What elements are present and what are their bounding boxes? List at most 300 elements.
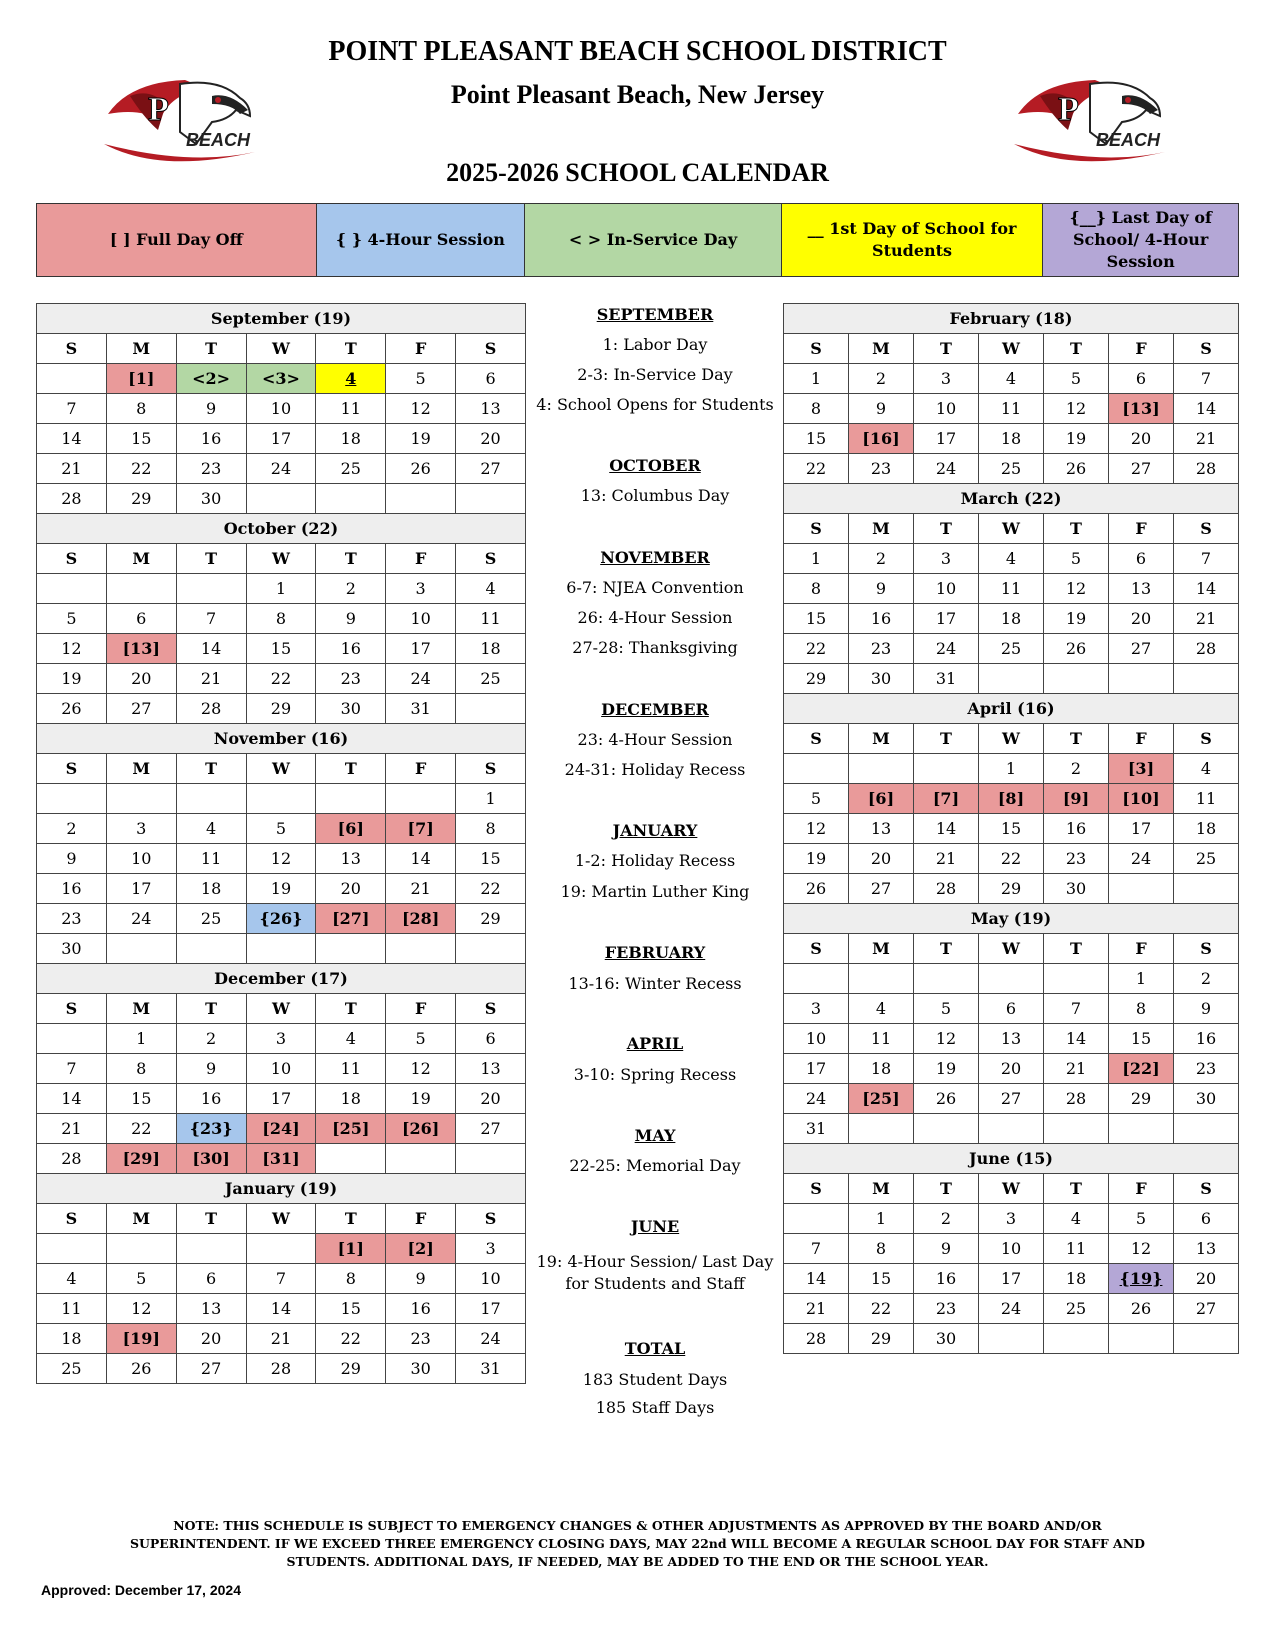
day-cell: 7 <box>37 1054 107 1084</box>
day-cell: 1 <box>106 1024 176 1054</box>
day-cell: 20 <box>1174 1264 1239 1294</box>
weekday-label: T <box>176 1204 246 1234</box>
day-cell: 4 <box>979 364 1044 394</box>
day-cell: 23 <box>316 664 386 694</box>
day-cell: {23} <box>176 1114 246 1144</box>
week-row <box>784 1204 1239 1234</box>
day-cell: 28 <box>784 1324 849 1354</box>
weekday-label: W <box>979 514 1044 544</box>
day-cell: 17 <box>456 1294 526 1324</box>
weekday-label: T <box>914 724 979 754</box>
weekday-label: T <box>914 934 979 964</box>
day-cell <box>979 1114 1044 1144</box>
day-cell: [22] <box>1109 1054 1174 1084</box>
weekday-label: T <box>176 544 246 574</box>
weekday-label: T <box>316 1204 386 1234</box>
day-cell: 17 <box>246 1084 316 1114</box>
weekday-label: S <box>37 754 107 784</box>
day-cell: 15 <box>784 424 849 454</box>
week-row <box>37 424 526 454</box>
day-cell <box>176 934 246 964</box>
day-cell: 26 <box>386 454 456 484</box>
day-cell: 12 <box>914 1024 979 1054</box>
day-cell: 5 <box>106 1264 176 1294</box>
day-cell: 16 <box>914 1264 979 1294</box>
day-cell: 24 <box>386 664 456 694</box>
month-title: September (19) <box>37 304 526 334</box>
day-cell: [24] <box>246 1114 316 1144</box>
day-cell: 21 <box>1174 604 1239 634</box>
day-cell: 8 <box>1109 994 1174 1024</box>
day-cell: 22 <box>979 844 1044 874</box>
day-cell: 12 <box>1044 394 1109 424</box>
day-cell <box>1109 664 1174 694</box>
day-cell: 3 <box>784 994 849 1024</box>
day-cell: 4 <box>1174 754 1239 784</box>
legend-in-service: < > In-Service Day <box>525 204 782 276</box>
day-cell: 2 <box>1174 964 1239 994</box>
event-item: 183 Student Days <box>582 1370 728 1389</box>
day-cell: 19 <box>914 1054 979 1084</box>
day-cell: 7 <box>784 1234 849 1264</box>
event-month-heading: JUNE <box>630 1217 680 1236</box>
day-cell: 24 <box>106 904 176 934</box>
day-cell <box>176 1234 246 1264</box>
day-cell <box>176 784 246 814</box>
week-row <box>784 754 1239 784</box>
day-cell: 11 <box>849 1024 914 1054</box>
day-cell: 10 <box>246 394 316 424</box>
weekday-label: F <box>386 754 456 784</box>
event-item: 1-2: Holiday Recess <box>574 851 736 870</box>
weekday-label: T <box>1044 724 1109 754</box>
week-row <box>37 664 526 694</box>
day-cell: 14 <box>246 1294 316 1324</box>
event-item: for Students and Staff <box>565 1274 745 1293</box>
legend-last-day: {__} Last Day of School/ 4-Hour Session <box>1043 204 1238 276</box>
day-cell: 29 <box>979 874 1044 904</box>
week-row <box>37 604 526 634</box>
weekday-label: F <box>386 544 456 574</box>
weekday-label: S <box>37 994 107 1024</box>
day-cell: 20 <box>456 1084 526 1114</box>
day-cell: 12 <box>37 634 107 664</box>
day-cell: 13 <box>1174 1234 1239 1264</box>
event-month-heading: TOTAL <box>624 1339 686 1358</box>
day-cell: 8 <box>316 1264 386 1294</box>
week-row <box>37 844 526 874</box>
day-cell: [9] <box>1044 784 1109 814</box>
day-cell: {19} <box>1109 1264 1174 1294</box>
day-cell: 5 <box>1109 1204 1174 1234</box>
day-cell <box>979 1324 1044 1354</box>
day-cell: 23 <box>849 634 914 664</box>
day-cell: 23 <box>176 454 246 484</box>
week-row <box>784 1234 1239 1264</box>
day-cell: 17 <box>979 1264 1044 1294</box>
day-cell: 30 <box>914 1324 979 1354</box>
weekday-label: T <box>316 334 386 364</box>
day-cell: [6] <box>316 814 386 844</box>
event-month-heading: DECEMBER <box>601 700 709 719</box>
svg-text:BEACH: BEACH <box>1096 130 1161 150</box>
week-row <box>37 1024 526 1054</box>
day-cell: 13 <box>979 1024 1044 1054</box>
day-cell: 9 <box>176 394 246 424</box>
day-cell: 22 <box>106 454 176 484</box>
day-cell: 18 <box>316 424 386 454</box>
week-row <box>784 1294 1239 1324</box>
day-cell: 29 <box>1109 1084 1174 1114</box>
day-cell: 29 <box>106 484 176 514</box>
day-cell: 7 <box>246 1264 316 1294</box>
day-cell: 15 <box>106 1084 176 1114</box>
day-cell: 9 <box>849 574 914 604</box>
day-cell: 10 <box>386 604 456 634</box>
day-cell: 18 <box>176 874 246 904</box>
legend <box>36 203 1239 277</box>
day-cell: 26 <box>1044 634 1109 664</box>
weekday-label: T <box>316 994 386 1024</box>
weekday-label: S <box>37 334 107 364</box>
month-title: May (19) <box>784 904 1239 934</box>
day-cell: 3 <box>246 1024 316 1054</box>
day-cell <box>386 934 456 964</box>
day-cell: 30 <box>37 934 107 964</box>
day-cell: 1 <box>456 784 526 814</box>
day-cell: 2 <box>316 574 386 604</box>
weekday-label: S <box>456 544 526 574</box>
day-cell: 8 <box>784 574 849 604</box>
weekday-label: S <box>784 514 849 544</box>
day-cell: 18 <box>456 634 526 664</box>
day-cell <box>37 1234 107 1264</box>
weekday-label: M <box>106 754 176 784</box>
event-month-heading: FEBRUARY <box>604 943 706 962</box>
day-cell: 9 <box>1174 994 1239 1024</box>
weekday-header-row <box>784 1174 1239 1204</box>
hawk-logo-right <box>1010 74 1185 166</box>
weekday-label: W <box>979 724 1044 754</box>
week-row <box>37 814 526 844</box>
day-cell: [13] <box>106 634 176 664</box>
week-row <box>784 664 1239 694</box>
weekday-label: F <box>1109 724 1174 754</box>
day-cell: 30 <box>386 1354 456 1384</box>
day-cell <box>386 1144 456 1174</box>
day-cell: 27 <box>849 874 914 904</box>
day-cell: 19 <box>246 874 316 904</box>
event-item: 19: Martin Luther King <box>560 882 750 901</box>
day-cell: 2 <box>914 1204 979 1234</box>
weekday-label: S <box>1174 1174 1239 1204</box>
day-cell <box>176 574 246 604</box>
week-row <box>784 994 1239 1024</box>
week-row <box>37 634 526 664</box>
day-cell: 19 <box>37 664 107 694</box>
day-cell: 26 <box>1044 454 1109 484</box>
day-cell: 27 <box>106 694 176 724</box>
day-cell: 29 <box>246 694 316 724</box>
day-cell: 13 <box>456 394 526 424</box>
day-cell: 7 <box>1174 364 1239 394</box>
day-cell: 5 <box>386 1024 456 1054</box>
day-cell: 8 <box>456 814 526 844</box>
weekday-label: F <box>386 334 456 364</box>
day-cell: 3 <box>914 544 979 574</box>
event-item: 13-16: Winter Recess <box>568 974 742 993</box>
month-title: February (18) <box>784 304 1239 334</box>
day-cell: 20 <box>1109 604 1174 634</box>
day-cell: 2 <box>176 1024 246 1054</box>
day-cell: <2> <box>176 364 246 394</box>
day-cell: 22 <box>246 664 316 694</box>
day-cell: 5 <box>1044 544 1109 574</box>
day-cell: [7] <box>386 814 456 844</box>
week-row <box>37 1324 526 1354</box>
weekday-label: T <box>1044 1174 1109 1204</box>
day-cell: 24 <box>246 454 316 484</box>
week-row <box>784 1054 1239 1084</box>
day-cell: 12 <box>784 814 849 844</box>
day-cell: [30] <box>176 1144 246 1174</box>
week-row <box>37 874 526 904</box>
week-row <box>37 1054 526 1084</box>
day-cell: 7 <box>1174 544 1239 574</box>
weekday-label: S <box>784 334 849 364</box>
day-cell: 27 <box>1174 1294 1239 1324</box>
month-title: June (15) <box>784 1144 1239 1174</box>
day-cell <box>1174 1324 1239 1354</box>
day-cell: 22 <box>784 634 849 664</box>
day-cell <box>1044 964 1109 994</box>
week-row <box>784 544 1239 574</box>
calendar-title: 2025-2026 SCHOOL CALENDAR <box>446 158 829 187</box>
day-cell: 27 <box>1109 634 1174 664</box>
day-cell <box>106 784 176 814</box>
day-cell: 14 <box>1044 1024 1109 1054</box>
week-row <box>37 1144 526 1174</box>
day-cell: 19 <box>386 1084 456 1114</box>
day-cell: 9 <box>176 1054 246 1084</box>
day-cell: 18 <box>979 424 1044 454</box>
day-cell: 13 <box>1109 574 1174 604</box>
day-cell: 16 <box>849 604 914 634</box>
day-cell: 8 <box>106 394 176 424</box>
week-row <box>784 604 1239 634</box>
day-cell <box>316 484 386 514</box>
week-row <box>37 784 526 814</box>
weekday-label: S <box>1174 934 1239 964</box>
day-cell: 25 <box>37 1354 107 1384</box>
day-cell: [3] <box>1109 754 1174 784</box>
week-row <box>784 364 1239 394</box>
day-cell: 11 <box>316 1054 386 1084</box>
weekday-label: S <box>784 1174 849 1204</box>
event-item: 4: School Opens for Students <box>536 395 774 414</box>
weekday-label: F <box>386 1204 456 1234</box>
day-cell: <3> <box>246 364 316 394</box>
day-cell: 30 <box>1044 874 1109 904</box>
weekday-label: M <box>849 334 914 364</box>
week-row <box>784 634 1239 664</box>
day-cell: 12 <box>1109 1234 1174 1264</box>
week-row <box>784 964 1239 994</box>
day-cell: 31 <box>456 1354 526 1384</box>
day-cell: 27 <box>176 1354 246 1384</box>
event-item: 185 Staff Days <box>595 1398 715 1417</box>
day-cell <box>1109 1324 1174 1354</box>
weekday-label: S <box>37 544 107 574</box>
day-cell: 1 <box>246 574 316 604</box>
weekday-label: W <box>979 334 1044 364</box>
day-cell: 9 <box>849 394 914 424</box>
day-cell: 6 <box>1109 544 1174 574</box>
event-item: 24-31: Holiday Recess <box>564 760 746 779</box>
day-cell: 20 <box>1109 424 1174 454</box>
day-cell: 30 <box>849 664 914 694</box>
day-cell: 13 <box>456 1054 526 1084</box>
day-cell: [13] <box>1109 394 1174 424</box>
event-month-heading: JANUARY <box>612 821 698 840</box>
day-cell: 13 <box>849 814 914 844</box>
day-cell: 19 <box>784 844 849 874</box>
legend-full-day-off: [ ] Full Day Off <box>37 204 317 276</box>
weekday-label: S <box>456 994 526 1024</box>
day-cell: [31] <box>246 1144 316 1174</box>
day-cell: 1 <box>1109 964 1174 994</box>
day-cell: 25 <box>1174 844 1239 874</box>
day-cell: 10 <box>784 1024 849 1054</box>
day-cell: 15 <box>979 814 1044 844</box>
week-row <box>784 574 1239 604</box>
week-row <box>37 934 526 964</box>
day-cell: 6 <box>979 994 1044 1024</box>
day-cell: 22 <box>849 1294 914 1324</box>
weekday-label: S <box>784 934 849 964</box>
day-cell <box>1044 1114 1109 1144</box>
event-item: 13: Columbus Day <box>580 486 730 505</box>
day-cell: 28 <box>1044 1084 1109 1114</box>
day-cell: 14 <box>37 1084 107 1114</box>
day-cell: 23 <box>1174 1054 1239 1084</box>
weekday-label: T <box>316 754 386 784</box>
event-month-heading: OCTOBER <box>609 456 701 475</box>
weekday-label: M <box>106 544 176 574</box>
day-cell: 16 <box>386 1294 456 1324</box>
weekday-label: W <box>979 934 1044 964</box>
week-row <box>784 394 1239 424</box>
weekday-header-row <box>37 1204 526 1234</box>
day-cell: 15 <box>1109 1024 1174 1054</box>
weekday-label: T <box>1044 514 1109 544</box>
day-cell <box>914 1114 979 1144</box>
weekday-label: T <box>176 994 246 1024</box>
weekday-label: M <box>849 934 914 964</box>
day-cell: 15 <box>246 634 316 664</box>
day-cell <box>386 784 456 814</box>
day-cell <box>456 1144 526 1174</box>
day-cell: 6 <box>176 1264 246 1294</box>
day-cell <box>316 1144 386 1174</box>
day-cell: 28 <box>1174 634 1239 664</box>
day-cell: 18 <box>1174 814 1239 844</box>
day-cell: 25 <box>176 904 246 934</box>
day-cell: 29 <box>849 1324 914 1354</box>
day-cell: 17 <box>246 424 316 454</box>
weekday-label: S <box>37 1204 107 1234</box>
day-cell: 6 <box>1109 364 1174 394</box>
day-cell: 9 <box>386 1264 456 1294</box>
day-cell: 26 <box>106 1354 176 1384</box>
day-cell: 5 <box>914 994 979 1024</box>
day-cell: 14 <box>386 844 456 874</box>
day-cell: 21 <box>784 1294 849 1324</box>
weekday-label: T <box>1044 334 1109 364</box>
day-cell <box>1174 664 1239 694</box>
day-cell: 18 <box>849 1054 914 1084</box>
day-cell: 4 <box>979 544 1044 574</box>
weekday-label: M <box>849 724 914 754</box>
day-cell <box>106 1234 176 1264</box>
week-row <box>37 1294 526 1324</box>
day-cell: 25 <box>979 634 1044 664</box>
day-cell: 13 <box>316 844 386 874</box>
event-item: 6-7: NJEA Convention <box>566 578 744 597</box>
day-cell: 16 <box>176 424 246 454</box>
day-cell: 16 <box>1174 1024 1239 1054</box>
day-cell <box>849 754 914 784</box>
day-cell: 10 <box>456 1264 526 1294</box>
day-cell: 26 <box>1109 1294 1174 1324</box>
day-cell <box>246 784 316 814</box>
weekday-label: W <box>246 544 316 574</box>
day-cell: 11 <box>456 604 526 634</box>
day-cell <box>979 664 1044 694</box>
day-cell: 6 <box>1174 1204 1239 1234</box>
weekday-header-row <box>37 334 526 364</box>
week-row <box>37 484 526 514</box>
day-cell: 1 <box>784 544 849 574</box>
event-month-heading: SEPTEMBER <box>596 305 714 324</box>
day-cell <box>784 964 849 994</box>
event-item: 23: 4-Hour Session <box>577 730 733 749</box>
weekday-label: T <box>914 514 979 544</box>
weekday-label: F <box>1109 934 1174 964</box>
day-cell: [10] <box>1109 784 1174 814</box>
weekday-label: M <box>849 1174 914 1204</box>
day-cell: 28 <box>246 1354 316 1384</box>
day-cell: 12 <box>246 844 316 874</box>
weekday-label: S <box>1174 724 1239 754</box>
day-cell: 25 <box>456 664 526 694</box>
week-row <box>784 1324 1239 1354</box>
weekday-header-row <box>784 514 1239 544</box>
day-cell: 21 <box>914 844 979 874</box>
day-cell: 20 <box>979 1054 1044 1084</box>
day-cell <box>784 754 849 784</box>
day-cell <box>106 934 176 964</box>
weekday-header-row <box>784 334 1239 364</box>
day-cell: 21 <box>246 1324 316 1354</box>
week-row <box>784 1264 1239 1294</box>
day-cell: 23 <box>37 904 107 934</box>
day-cell: 14 <box>914 814 979 844</box>
day-cell: 3 <box>914 364 979 394</box>
weekday-label: S <box>1174 514 1239 544</box>
day-cell <box>316 784 386 814</box>
event-item: 22-25: Memorial Day <box>569 1156 741 1175</box>
